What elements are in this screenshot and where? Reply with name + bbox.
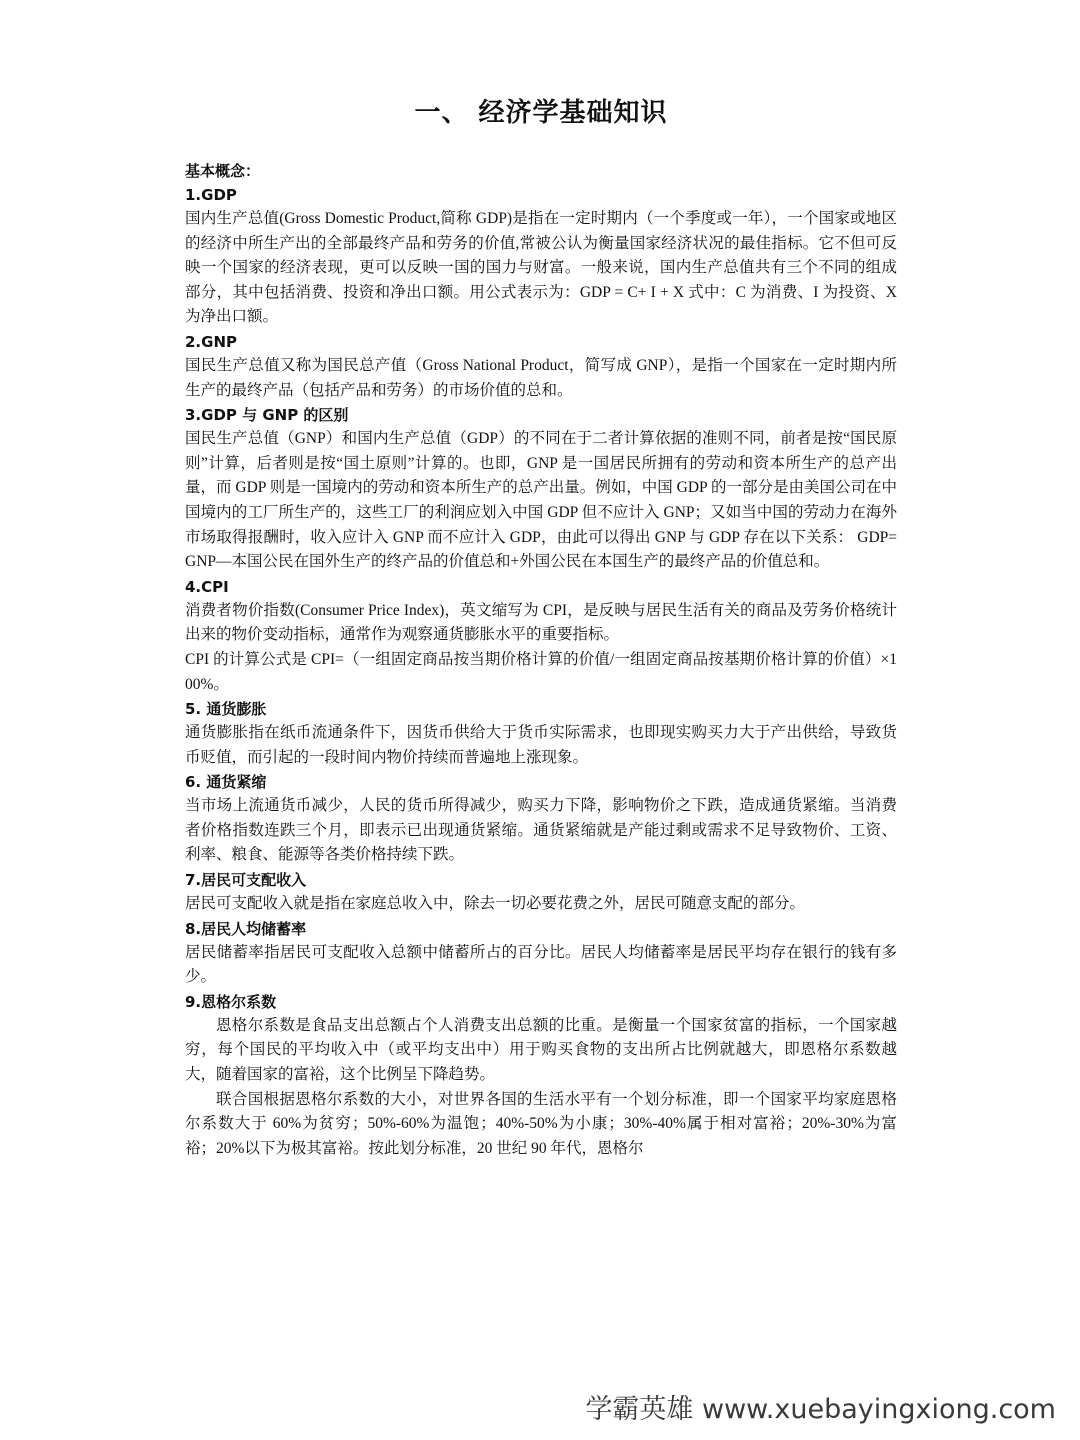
section-paragraph: 国民生产总值（GNP）和国内生产总值（GDP）的不同在于二者计算依据的准则不同，前者是按“国民原则”计算，后者则是按“国土原则”计算的。也即，GNP 是一国居民所拥有的劳动和资本所生产的总产出量，而 GDP 则是一国境内的劳动和资本所生产的总产出量。例如，中国 GDP 的一部分是由美国公司在中国境内的工厂所生产的，这些工厂的利润应划入中国 GDP 但不应计入 GNP；又如当中国的劳动力在海外市场取得报酬时，收入应计入 GNP 而不应计入 GDP，由此可以得出 GNP 与 GDP 存在以下关系： GDP=GNP—本国公民在国外生产的终产品的价值总和+外国公民在本国生产的最终产品的价值总和。 [185, 430, 897, 571]
section-paragraph: 通货膨胀指在纸币流通条件下，因货币供给大于货币实际需求，也即现实购买力大于产出供给，导致货币贬值，而引起的一段时间内物价持续而普遍地上涨现象。 [185, 724, 897, 766]
section-paragraph: 联合国根据恩格尔系数的大小，对世界各国的生活水平有一个划分标准，即一个国家平均家庭恩格尔系数大于 60%为贫穷；50%-60%为温饱；40%-50%为小康；30%-40%属于相对富裕；20%-30%为富裕；20%以下为极其富裕。按此划分标准，20 世纪 90 年代，恩格尔 [185, 1090, 897, 1157]
section-paragraph: CPI 的计算公式是 CPI=（一组固定商品按当期价格计算的价值/一组固定商品按基期价格计算的价值）×100%。 [185, 650, 897, 693]
document-page [185, 92, 897, 1161]
section-heading: 5. 通货膨胀 [185, 700, 267, 719]
section-heading: 8.居民人均储蓄率 [185, 919, 307, 938]
intro-label: 基本概念： [185, 162, 261, 180]
section-paragraph: 恩格尔系数是食品支出总额占个人消费支出总额的比重。是衡量一个国家贫富的指标，一个国家越穷，每个国民的平均收入中（或平均支出中）用于购买食物的支出所占比例就越大，即恩格尔系数越大，随着国家的富裕，这个比例呈下降趋势。 [185, 1016, 897, 1084]
section-heading: 4.CPI [185, 577, 229, 596]
section-paragraph: 居民可支配收入就是指在家庭总收入中，除去一切必要花费之外，居民可随意支配的部分。 [185, 895, 806, 913]
section-paragraph: 居民储蓄率指居民可支配收入总额中储蓄所占的百分比。居民人均储蓄率是居民平均存在银行的钱有多少。 [185, 943, 897, 986]
sections-container [185, 183, 897, 1161]
section-heading: 7.居民可支配收入 [185, 871, 307, 890]
section-paragraph: 当市场上流通货币减少，人民的货币所得减少，购买力下降，影响物价之下跌，造成通货紧缩。当消费者价格指数连跌三个月，即表示已出现通货紧缩。通货紧缩就是产能过剩或需求不足导致物价、工资、利率、粮食、能源等各类价格持续下跌。 [185, 797, 897, 864]
page-title: 一、 经济学基础知识 [414, 98, 668, 128]
footer-watermark: 学霸英雄 www.xuebayingxiong.com [585, 1394, 1056, 1425]
section-paragraph: 国内生产总值(Gross Domestic Product,简称 GDP)是指在一定时期内（一个季度或一年），一个国家或地区的经济中所生产出的全部最终产品和劳务的价值,常被公认为衡量国家经济状况的最佳指标。它不但可反映一个国家的经济表现，更可以反映一国的国力与财富。一般来说，国内生产总值共有三个不同的组成部分，其中包括消费、投资和净出口额。用公式表示为：GDP = C+ I + X 式中：C 为消费、I 为投资、X 为净出口额。 [185, 210, 897, 326]
section-heading: 3.GDP 与 GNP 的区别 [185, 406, 349, 425]
section-paragraph: 国民生产总值又称为国民总产值（Gross National Product，简写成 GNP），是指一个国家在一定时期内所生产的最终产品（包括产品和劳务）的市场价值的总和。 [185, 356, 897, 399]
section-heading: 6. 通货紧缩 [185, 773, 267, 792]
section-heading: 1.GDP [185, 186, 237, 204]
section-paragraph: 消费者物价指数(Consumer Price Index)，英文缩写为 CPI，是反映与居民生活有关的商品及劳务价格统计出来的物价变动指标，通常作为观察通货膨胀水平的重要指标。 [185, 601, 897, 644]
section-heading: 9.恩格尔系数 [185, 992, 277, 1011]
section-heading: 2.GNP [185, 332, 237, 351]
